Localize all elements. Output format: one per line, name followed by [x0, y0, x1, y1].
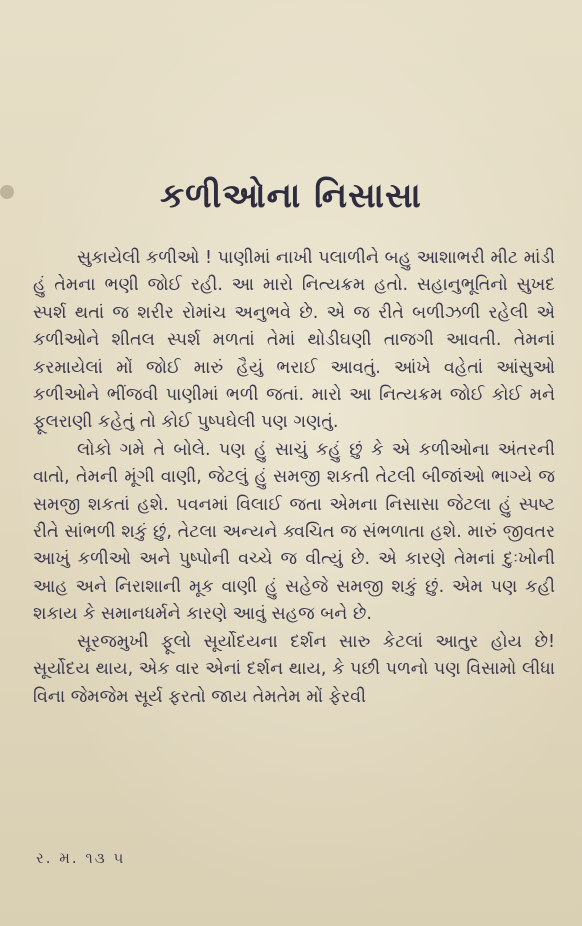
paragraph-3: સૂરજમુખી ફૂલો સૂર્યોદયના દર્શન સારુ કેટલાં આતુર હોય છે! સૂર્યોદય થાય, એક વાર એનાં દર્શન થાય, કે પછી પળનો પણ વિસામો લીધા વિના જેમજેમ સૂર્ય ફરતો જાય તેમતેમ મોં ફેરવી — [33, 631, 555, 707]
page-title: કળીઓના નિસાસા — [160, 176, 422, 216]
paragraph-2: લોકો ગમે તે બોલે. પણ હું સાચું કહું છું કે એ કળીઓના અંતરની વાતો, તેમની મૂંગી વાણી, જેટલું હું સમજી શકતી તેટલી બીજાંઓ ભાગ્યે જ સમજી શકતાં હશે. પવનમાં વિલાઈ જતા એમના નિસાસા જેટલા હું સ્પષ્ટ રીતે સાંભળી શકું છું, તેટલા અન્યને ક્વચિત જ સંભળાતા હશે. મારું જીવતર આખું કળીઓ અને પુષ્પોની વચ્ચે જ વીત્યું છે. એ કારણે તેમનાં દુઃખોની આહ અને નિરાશાની મૂક વાણી હું સહેજે સમજી શકું છું. એમ પણ કહી શકાય કે સમાનધર્મને કારણે આવું સહજ બને છે. — [33, 439, 555, 625]
signature-mark: ર. મ. ૧૩ ૫ — [36, 849, 126, 867]
body-text — [33, 245, 555, 711]
paragraph-1: સુકાયેલી કળીઓ ! પાણીમાં નાખી પલાળીને બહુ આશાભરી મીટ માંડી હું તેમના ભણી જોઈ રહી. આ મારો નિત્યક્રમ હતો. સહાનુભૂતિનો સુખદ સ્પર્શ થતાં જ શરીર રોમાંચ અનુભવે છે. એ જ રીતે બળીઝળી રહેલી એ કળીઓને શીતલ સ્પર્શ મળતાં તેમાં થોડીઘણી તાજગી આવતી. તેમનાં કરમાયેલાં મોં જોઈ મારું હૈયું ભરાઈ આવતું. આંખે વહેતાં આંસુઓ કળીઓને ભીંજવી પાણીમાં ભળી જતાં. મારો આ નિત્યક્રમ જોઈ કોઈ મને ફૂલરાણી કહેતું તો કોઈ પુષ્પઘેલી પણ ગણતું. — [33, 248, 555, 433]
